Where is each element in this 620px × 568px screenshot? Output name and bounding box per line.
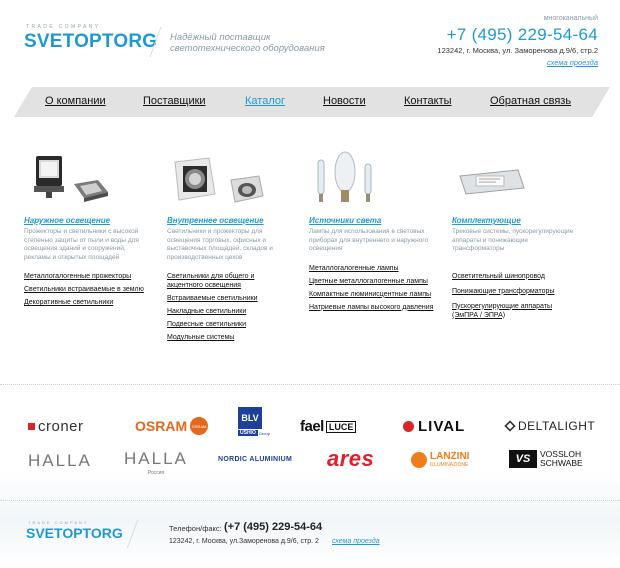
outdoor-lights-image[interactable] bbox=[24, 150, 149, 212]
main-nav bbox=[14, 87, 610, 117]
category-link[interactable]: Светильники встраиваемые в землю bbox=[24, 286, 144, 293]
brand-halla-russia[interactable] bbox=[124, 449, 188, 476]
osram-badge-icon: OSRAM bbox=[190, 417, 208, 435]
category-description: Светильники и прожекторы для освещения торговых, офисных и выставочных площадей, складов и производственных цехов bbox=[167, 228, 273, 261]
brand-label: croner bbox=[38, 418, 84, 435]
logo-tag: TRADE COMPANY bbox=[26, 24, 101, 30]
nav-item-contacts[interactable]: Контакты bbox=[404, 95, 452, 107]
category-link[interactable]: Встраиваемые светильники bbox=[167, 295, 258, 302]
header-address: 123242, г. Москва, ул. Заморенова д.9/6, стр.2 bbox=[437, 46, 598, 55]
brand-blv[interactable] bbox=[238, 407, 270, 436]
brand-label: HALLA bbox=[28, 451, 92, 470]
croner-square-icon bbox=[28, 423, 35, 430]
category-link[interactable]: Металлогалогенные прожекторы bbox=[24, 273, 132, 280]
category-title[interactable]: Источники света bbox=[309, 216, 382, 225]
category-lamps bbox=[309, 150, 434, 316]
nav-item-catalog[interactable]: Каталог bbox=[245, 95, 285, 107]
brand-lanzini[interactable] bbox=[411, 451, 469, 468]
brand-deltalight[interactable] bbox=[505, 419, 595, 433]
category-link[interactable]: Цветные металлогалогенные лампы bbox=[309, 277, 428, 285]
ushio-label: USHIO bbox=[240, 430, 256, 436]
logo-word: SVETOPTORG bbox=[24, 31, 158, 52]
category-title[interactable]: Внутреннее освещение bbox=[167, 216, 264, 225]
lamps-image[interactable] bbox=[309, 150, 434, 212]
brand-ares[interactable] bbox=[327, 446, 374, 472]
brand-vossloh[interactable] bbox=[509, 450, 583, 468]
brand-label: fael bbox=[300, 418, 324, 435]
ushio-logo bbox=[238, 430, 270, 436]
vs-icon: VS bbox=[509, 450, 537, 468]
nav-item-about[interactable]: О компании bbox=[45, 95, 106, 107]
category-link[interactable]: Подвесные светильники bbox=[167, 321, 247, 328]
footer-divider bbox=[127, 520, 138, 548]
ushio-group-label: Group bbox=[258, 430, 270, 436]
category-description: Лампы для использования в световых приборах для внутреннего и наружного освещения bbox=[309, 228, 429, 252]
header-scheme-link[interactable]: схема проезда bbox=[546, 58, 598, 67]
category-link[interactable]: Декоративные светильники bbox=[24, 299, 114, 306]
brand-label: VOSSLOH bbox=[540, 449, 582, 459]
brand-label: LANZINI bbox=[430, 451, 470, 462]
footer-logo-tag: TRADE COMPANY bbox=[28, 520, 89, 525]
nav-item-suppliers[interactable]: Поставщики bbox=[143, 95, 206, 107]
separator bbox=[0, 500, 620, 501]
brand-label: ares bbox=[327, 446, 375, 471]
category-link[interactable]: Компактные люминисцентные лампы bbox=[309, 290, 432, 298]
footer-address: 123242, г. Москва, ул.Заморенова д.9/6, стр. 2 bbox=[169, 538, 319, 545]
category-indoor bbox=[167, 150, 292, 346]
category-link[interactable]: Накладные светильники bbox=[167, 308, 247, 315]
category-link[interactable]: Понижающие трансформаторы bbox=[452, 287, 555, 295]
category-description: Прожекторы и светильники с высокой степенью защиты от пыли и воды для освещения зданий и сооружений, рекламы и открытых площадей bbox=[24, 228, 139, 261]
brand-lival[interactable] bbox=[403, 418, 465, 435]
category-components bbox=[452, 150, 577, 324]
lanzini-sub-label: ILLUMINAZIONE bbox=[430, 462, 469, 468]
header-phone: +7 (495) 229-54-64 bbox=[446, 25, 598, 44]
footer-logo-word: SVETOPTORG bbox=[26, 525, 123, 541]
footer-phone-label: Телефон/факс: bbox=[169, 524, 222, 533]
brand-osram[interactable] bbox=[135, 417, 208, 435]
schwabe-label: SCHWABE bbox=[540, 458, 583, 468]
category-link[interactable]: Металлогалогенные лампы bbox=[309, 264, 399, 272]
category-title[interactable]: Наружное освещение bbox=[24, 216, 111, 225]
vossloh-text bbox=[540, 450, 583, 468]
brand-halla[interactable] bbox=[28, 451, 92, 471]
lival-dot-icon bbox=[403, 421, 414, 432]
brand-fael-luce[interactable] bbox=[300, 418, 356, 435]
brand-label: DELTALIGHT bbox=[518, 419, 596, 433]
brand-label: OSRAM bbox=[135, 418, 188, 434]
separator bbox=[0, 384, 620, 385]
category-title[interactable]: Комплектующие bbox=[452, 216, 521, 225]
nav-item-feedback[interactable]: Обратная связь bbox=[490, 95, 572, 107]
tagline: Надёжный поставщик светотехнического оборудования bbox=[170, 32, 325, 54]
brand-label: NORDIC ALUMINIUM bbox=[218, 456, 293, 463]
brand-label: LIVAL bbox=[418, 418, 466, 435]
luce-label: LUCE bbox=[326, 421, 357, 433]
category-outdoor bbox=[24, 150, 149, 311]
footer-phone: (+7 (495) 229-54-64 bbox=[224, 521, 323, 533]
category-link[interactable]: Пускорегулирующие аппараты (ЭмПРА / ЭПРА) bbox=[452, 302, 552, 319]
phone-note: многоканальный bbox=[543, 15, 598, 22]
indoor-lights-image[interactable] bbox=[167, 150, 292, 212]
footer-scheme-link[interactable]: схема проезда bbox=[332, 538, 380, 545]
lanzini-sun-icon bbox=[411, 452, 427, 468]
nav-item-news[interactable]: Новости bbox=[323, 95, 366, 107]
logo[interactable] bbox=[24, 24, 157, 51]
brand-croner[interactable] bbox=[28, 418, 84, 435]
lanzini-text bbox=[430, 451, 469, 468]
category-link[interactable]: Осветительный шинопровод bbox=[452, 272, 545, 280]
halla-russia-label: Россия bbox=[147, 470, 165, 476]
brand-label: BLV bbox=[238, 407, 262, 429]
category-link[interactable]: Модульные системы bbox=[167, 334, 235, 341]
footer-logo[interactable] bbox=[26, 520, 123, 540]
delta-icon bbox=[504, 420, 515, 431]
brand-label: HALLA bbox=[124, 449, 188, 468]
brand-nordic[interactable] bbox=[218, 456, 292, 463]
category-link[interactable]: Светильники для общего и акцентного освещения bbox=[167, 273, 255, 289]
category-link[interactable]: Натриевые лампы высокого давления bbox=[309, 303, 434, 311]
components-image[interactable] bbox=[452, 150, 577, 212]
category-description: Трековые системы, пускорегулирующие аппараты и понижающие трансформаторы bbox=[452, 228, 574, 252]
